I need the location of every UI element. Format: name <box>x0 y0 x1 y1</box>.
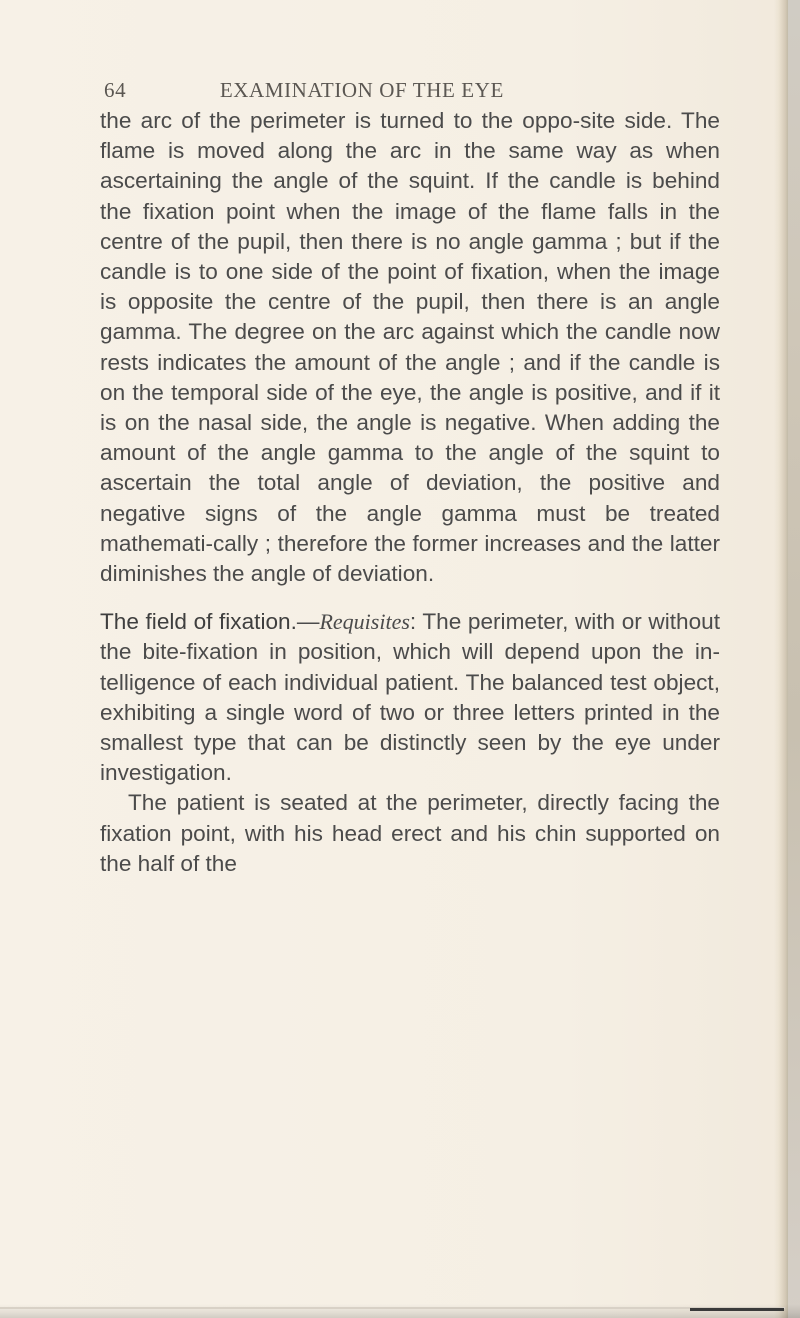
requisites-text: : The perimeter, with or without the bite-fixation in position, which will depend upon the in-telligence of each individual patient. The balanced test object, exhibiting a single word of two or three letters printed in the smallest type that can be distinctly seen by the eye under investigation. <box>100 609 720 786</box>
binding-edge <box>788 0 800 1318</box>
requisites-label: Requisites <box>319 609 410 635</box>
paragraph-field-of-fixation <box>100 607 720 788</box>
section-heading: The field of fixation. <box>100 609 297 635</box>
page-number: 64 <box>104 78 127 102</box>
section-dash: — <box>296 609 320 635</box>
bottom-rule <box>0 1307 785 1309</box>
running-title: EXAMINATION OF THE EYE <box>219 78 504 102</box>
bottom-corner-mark <box>690 1308 784 1311</box>
paragraph-patient-seated: The patient is seated at the perimeter, directly facing the fixation point, with his head erect and his chin supported on the half of the <box>100 790 720 876</box>
paragraph-angle-gamma: the arc of the perimeter is turned to the oppo-site side. The flame is moved along the arc in the same way as when ascertaining the angle of the squint. If the candle is behind the fixation point when the image of the flame falls in the centre of the pupil, then there is no angle gamma ; but if the candle is to one side of the point of fixation, when the image is opposite the centre of the pupil, then there is an angle gamma. The degree on the arc against which the candle now rests indicates the amount of the angle ; and if the candle is on the temporal side of the eye, the angle is positive, and if it is on the nasal side, the angle is negative. When adding the amount of the angle gamma to the angle of the squint to ascertain the total angle of deviation, the positive and negative signs of the angle gamma must be treated mathemati-cally ; therefore the former increases and the latter diminishes the angle of deviation. <box>100 108 720 587</box>
running-header <box>104 78 624 103</box>
page-body <box>100 106 720 879</box>
